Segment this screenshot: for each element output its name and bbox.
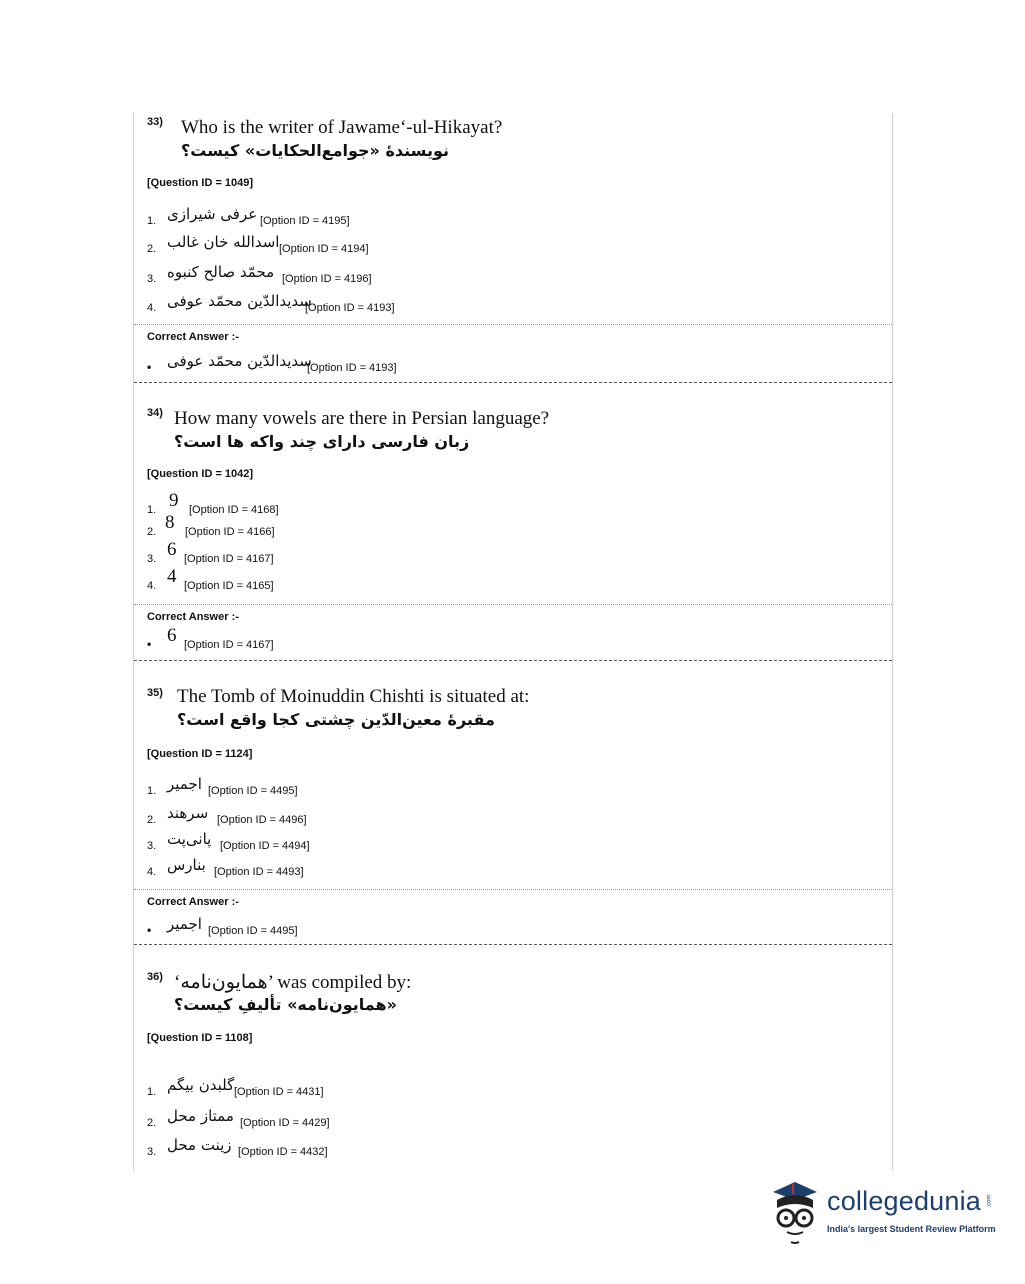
option-id: [Option ID = 4494]	[220, 840, 310, 852]
option-value: گلبدن بیگم	[167, 1076, 235, 1094]
question-divider	[134, 944, 892, 945]
option-value: ممتاز محل	[167, 1107, 234, 1125]
question-persian: زبان فارسی دارای چند واکه ها است؟	[174, 432, 470, 451]
option-number: 3.	[147, 273, 157, 285]
option-number: 3.	[147, 840, 157, 852]
option-id: [Option ID = 4168]	[189, 504, 279, 516]
option-id: [Option ID = 4193]	[305, 302, 395, 314]
option-value: زینت محل	[167, 1136, 232, 1154]
question-id: [Question ID = 1042]	[147, 468, 254, 480]
option-number: 4.	[147, 866, 157, 878]
option-id: [Option ID = 4432]	[238, 1146, 328, 1158]
option-value: پانی‌پت	[167, 830, 212, 848]
question-id: [Question ID = 1124]	[147, 748, 253, 760]
question-number: 34)	[147, 407, 163, 419]
question-english: The Tomb of Moinuddin Chishti is situated at:	[177, 686, 530, 707]
option-value: اجمیر	[167, 775, 202, 793]
question-number: 33)	[147, 116, 163, 128]
option-id: [Option ID = 4493]	[214, 866, 304, 878]
correct-answer-label: Correct Answer :-	[147, 611, 239, 623]
option-number: 3.	[147, 553, 157, 565]
question-divider	[134, 660, 892, 661]
option-value: سدیدالدّین محمّد عوفی	[167, 292, 312, 310]
option-value: 8	[165, 512, 175, 533]
correct-answer	[147, 911, 847, 939]
option-3[interactable]	[147, 539, 847, 567]
option-id: [Option ID = 4195]	[260, 215, 350, 227]
option-4[interactable]	[147, 852, 847, 880]
page-frame	[133, 113, 893, 1171]
logo-tagline: India's largest Student Review Platform	[827, 1224, 996, 1234]
option-number: 2.	[147, 814, 157, 826]
correct-answer	[147, 625, 847, 653]
question-number: 36)	[147, 971, 163, 983]
option-number: 4.	[147, 302, 157, 314]
option-value: محمّد صالح کنبوه	[167, 263, 275, 281]
question-id: [Question ID = 1049]	[147, 177, 254, 189]
option-id: [Option ID = 4495]	[208, 785, 298, 797]
logo-com: .com	[986, 1194, 993, 1208]
correct-answer-label: Correct Answer :-	[147, 896, 239, 908]
question-divider	[134, 382, 892, 383]
option-value: عرفی شیرازی	[167, 205, 258, 223]
option-value: 9	[169, 490, 179, 511]
option-3[interactable]	[147, 826, 847, 854]
option-2[interactable]	[147, 800, 847, 828]
option-1[interactable]	[147, 1072, 847, 1100]
separator	[134, 324, 892, 325]
option-number: 1.	[147, 785, 157, 797]
question-persian: «همایون‌نامه» تألیفِ کیست؟	[174, 995, 397, 1014]
option-id: [Option ID = 4167]	[184, 639, 274, 651]
option-value: سدیدالدّین محمّد عوفی	[167, 352, 312, 370]
bullet: •	[147, 923, 152, 937]
option-number: 3.	[147, 1146, 157, 1158]
correct-answer	[147, 348, 847, 376]
option-id: [Option ID = 4194]	[279, 243, 369, 255]
option-3[interactable]	[147, 1132, 847, 1160]
option-id: [Option ID = 4166]	[185, 526, 275, 538]
option-number: 1.	[147, 215, 157, 227]
option-id: [Option ID = 4495]	[208, 925, 298, 937]
option-number: 1.	[147, 1086, 157, 1098]
separator	[134, 889, 892, 890]
mascot-icon	[765, 1178, 825, 1248]
option-id: [Option ID = 4496]	[217, 814, 307, 826]
option-value: بنارس	[167, 856, 206, 874]
option-1[interactable]	[147, 201, 847, 229]
option-value: 6	[167, 625, 177, 646]
logo-wordmark: collegedunia	[827, 1186, 982, 1216]
option-2[interactable]	[147, 512, 847, 540]
option-value: اجمیر	[167, 915, 202, 933]
option-id: [Option ID = 4196]	[282, 273, 372, 285]
correct-answer-label: Correct Answer :-	[147, 331, 239, 343]
question-id: [Question ID = 1108]	[147, 1032, 253, 1044]
bullet: •	[147, 637, 152, 651]
option-id: [Option ID = 4165]	[184, 580, 274, 592]
option-id: [Option ID = 4167]	[184, 553, 274, 565]
option-4[interactable]	[147, 288, 847, 316]
collegedunia-logo	[765, 1178, 1000, 1248]
option-value: 6	[167, 539, 177, 560]
option-id: [Option ID = 4429]	[240, 1117, 330, 1129]
option-number: 4.	[147, 580, 157, 592]
separator	[134, 604, 892, 605]
question-number: 35)	[147, 687, 163, 699]
question-english: Who is the writer of Jawame‘-ul-Hikayat?	[181, 117, 503, 138]
question-persian: نویسندۀ «جوامع‌الحکایات» کیست؟	[181, 141, 450, 160]
option-2[interactable]	[147, 1103, 847, 1131]
option-number: 1.	[147, 504, 157, 516]
question-persian: مقبرۀ معین‌الدّین چشتی کجا واقع است؟	[177, 710, 495, 729]
option-number: 2.	[147, 1117, 157, 1129]
option-value: اسدالله خان غالب	[167, 233, 280, 251]
option-value: 4	[167, 566, 177, 587]
option-value: سرهند	[167, 804, 209, 822]
question-english: ‘همایون‌نامه’ was compiled by:	[174, 972, 412, 993]
option-4[interactable]	[147, 566, 847, 594]
option-number: 2.	[147, 243, 157, 255]
option-2[interactable]	[147, 229, 847, 257]
question-english: How many vowels are there in Persian language?	[174, 408, 550, 429]
bullet: •	[147, 360, 152, 374]
option-id: [Option ID = 4193]	[307, 362, 397, 374]
option-number: 2.	[147, 526, 157, 538]
option-id: [Option ID = 4431]	[234, 1086, 324, 1098]
option-1[interactable]	[147, 771, 847, 799]
option-3[interactable]	[147, 259, 847, 287]
